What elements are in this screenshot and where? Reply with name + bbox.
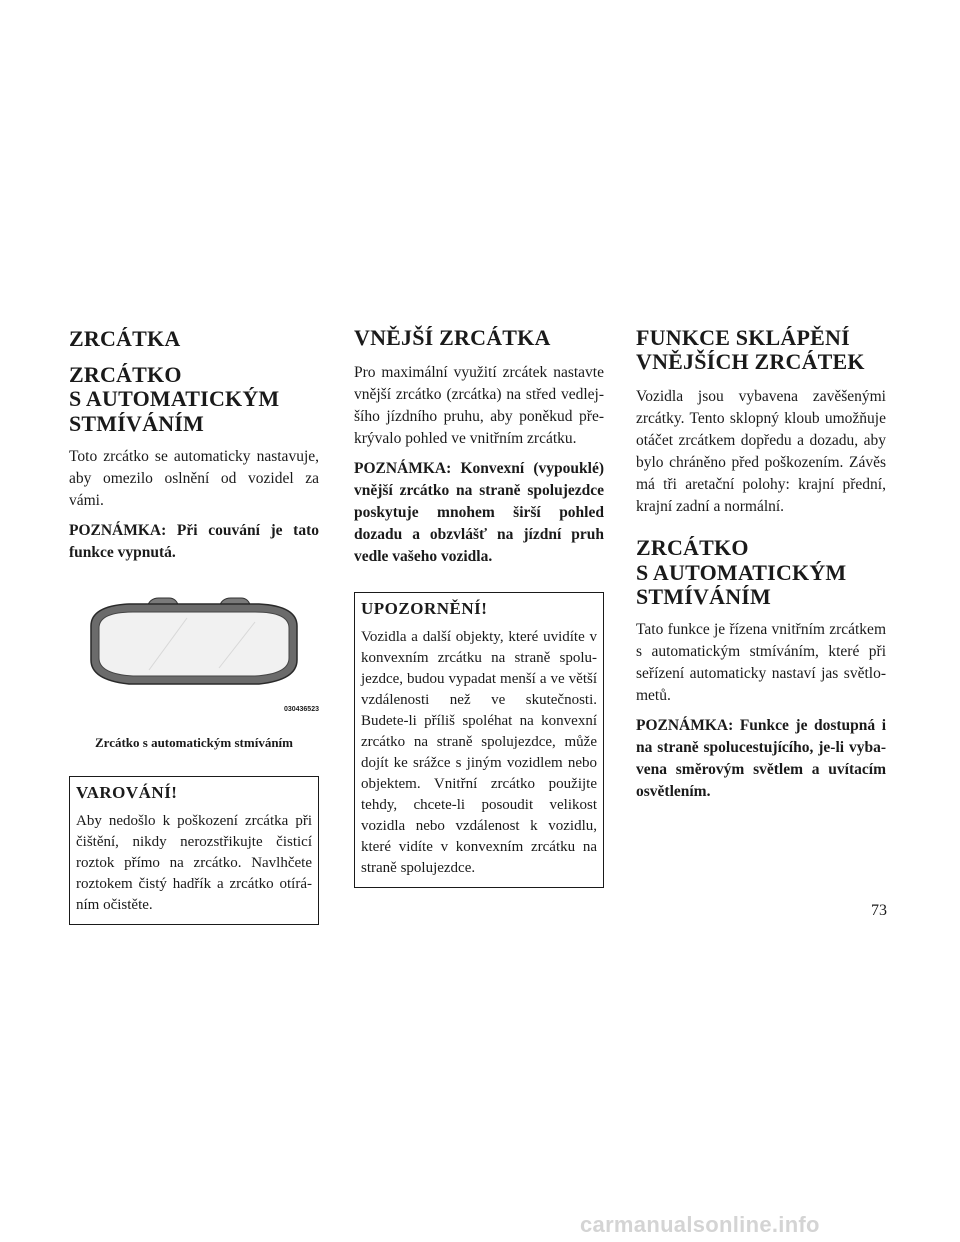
paragraph-outside-mirrors: Pro maximální využití zrcátek nastavte vnější zrcátko (zrcátka) na střed vedlej- šího jízdního pruhu, aby poněkud pře- krývalo pohled ve vnitřním zrcátku. [354, 364, 604, 448]
heading-outside-mirrors: VNĚJŠÍ ZRCÁTKA [354, 325, 551, 350]
paragraph-folding-mirrors: Vozidla jsou vybavena zavěšenými zrcátky. Tento sklopný kloub umožňuje otáčet zrcátkem dopředu a dozadu, aby bylo chráněno před poškozením. Závěs má tři aretační polohy: krajní přední, krajní zadní a normální. [636, 388, 886, 516]
heading-folding-mirrors: FUNKCE SKLÁPĚNÍ VNĚJŠÍCH ZRCÁTEK [636, 325, 865, 375]
note-reverse: POZNÁMKA: Při couvání je tato funkce vypnutá. [69, 521, 319, 561]
figure-code: 030436523 [283, 705, 319, 713]
warning-text: Aby nedošlo k poškození zrcátka při čištění, nikdy nerozstřikujte čisticí roztok přímo na zrcátko. Navlhčete roztokem čistý hadřík a zrcátko otírá- ním očistěte. [76, 812, 312, 913]
caution-box [354, 592, 604, 888]
subheading-auto-dimming: ZRCÁTKO S AUTOMATICKÝM STMÍVÁNÍM [69, 362, 280, 436]
note-convex-mirror: POZNÁMKA: Konvexní (vypouklé) vnější zrcátko na straně spolujezdce poskytuje mnohem širší pohled dozadu a obzvlášť na jízdní pruh vedle vašeho vozidla. [354, 460, 604, 566]
page-number: 73 [871, 902, 887, 919]
caution-text: Vozidla a další objekty, které uvidíte v konvexním zrcátku na straně spolu- jezdce, budou vypadat menší a ve větší vzdálenosti než ve skutečnosti. Budete-li příliš spoléhat na konvexní zrcátko na straně spolujezdce, může dojít ke srážce s jiným vozidlem nebo objektem. Vnitřní zrcátko použijte tehdy, chcete-li posoudit velikost vozidla nebo vzdálenost k vozidlu, které vidíte v konvexním zrcátku na straně spolujezdce. [361, 629, 597, 877]
subheading-auto-dimming-outside: ZRCÁTKO S AUTOMATICKÝM STMÍVÁNÍM [636, 535, 847, 609]
column-right [636, 326, 886, 811]
rearview-mirror-illustration [69, 582, 319, 707]
column-left [69, 326, 319, 925]
mirror-figure [69, 582, 319, 732]
section-title: ZRCÁTKA [69, 326, 181, 351]
watermark: carmanualsonline.info [580, 1212, 820, 1237]
figure-caption: Zrcátko s automatickým stmíváním [94, 734, 293, 750]
caution-title: UPOZORNĚNÍ! [361, 599, 488, 619]
note-passenger-side: POZNÁMKA: Funkce je dostupná i na straně spolucestujícího, je-li vyba- vena směrovým světlem a uvítacím osvětlením. [636, 716, 886, 800]
warning-box [69, 776, 319, 925]
column-middle [354, 326, 604, 888]
warning-title: VAROVÁNÍ! [76, 782, 178, 802]
paragraph-auto-dimming: Toto zrcátko se automaticky nastavuje, aby omezilo oslnění od vozidel za vámi. [69, 447, 319, 509]
paragraph-auto-dimming-outside: Tato funkce je řízena vnitřním zrcátkem s automatickým stmíváním, které při seřízení automaticky nastaví jas světlo- metů. [636, 620, 886, 704]
